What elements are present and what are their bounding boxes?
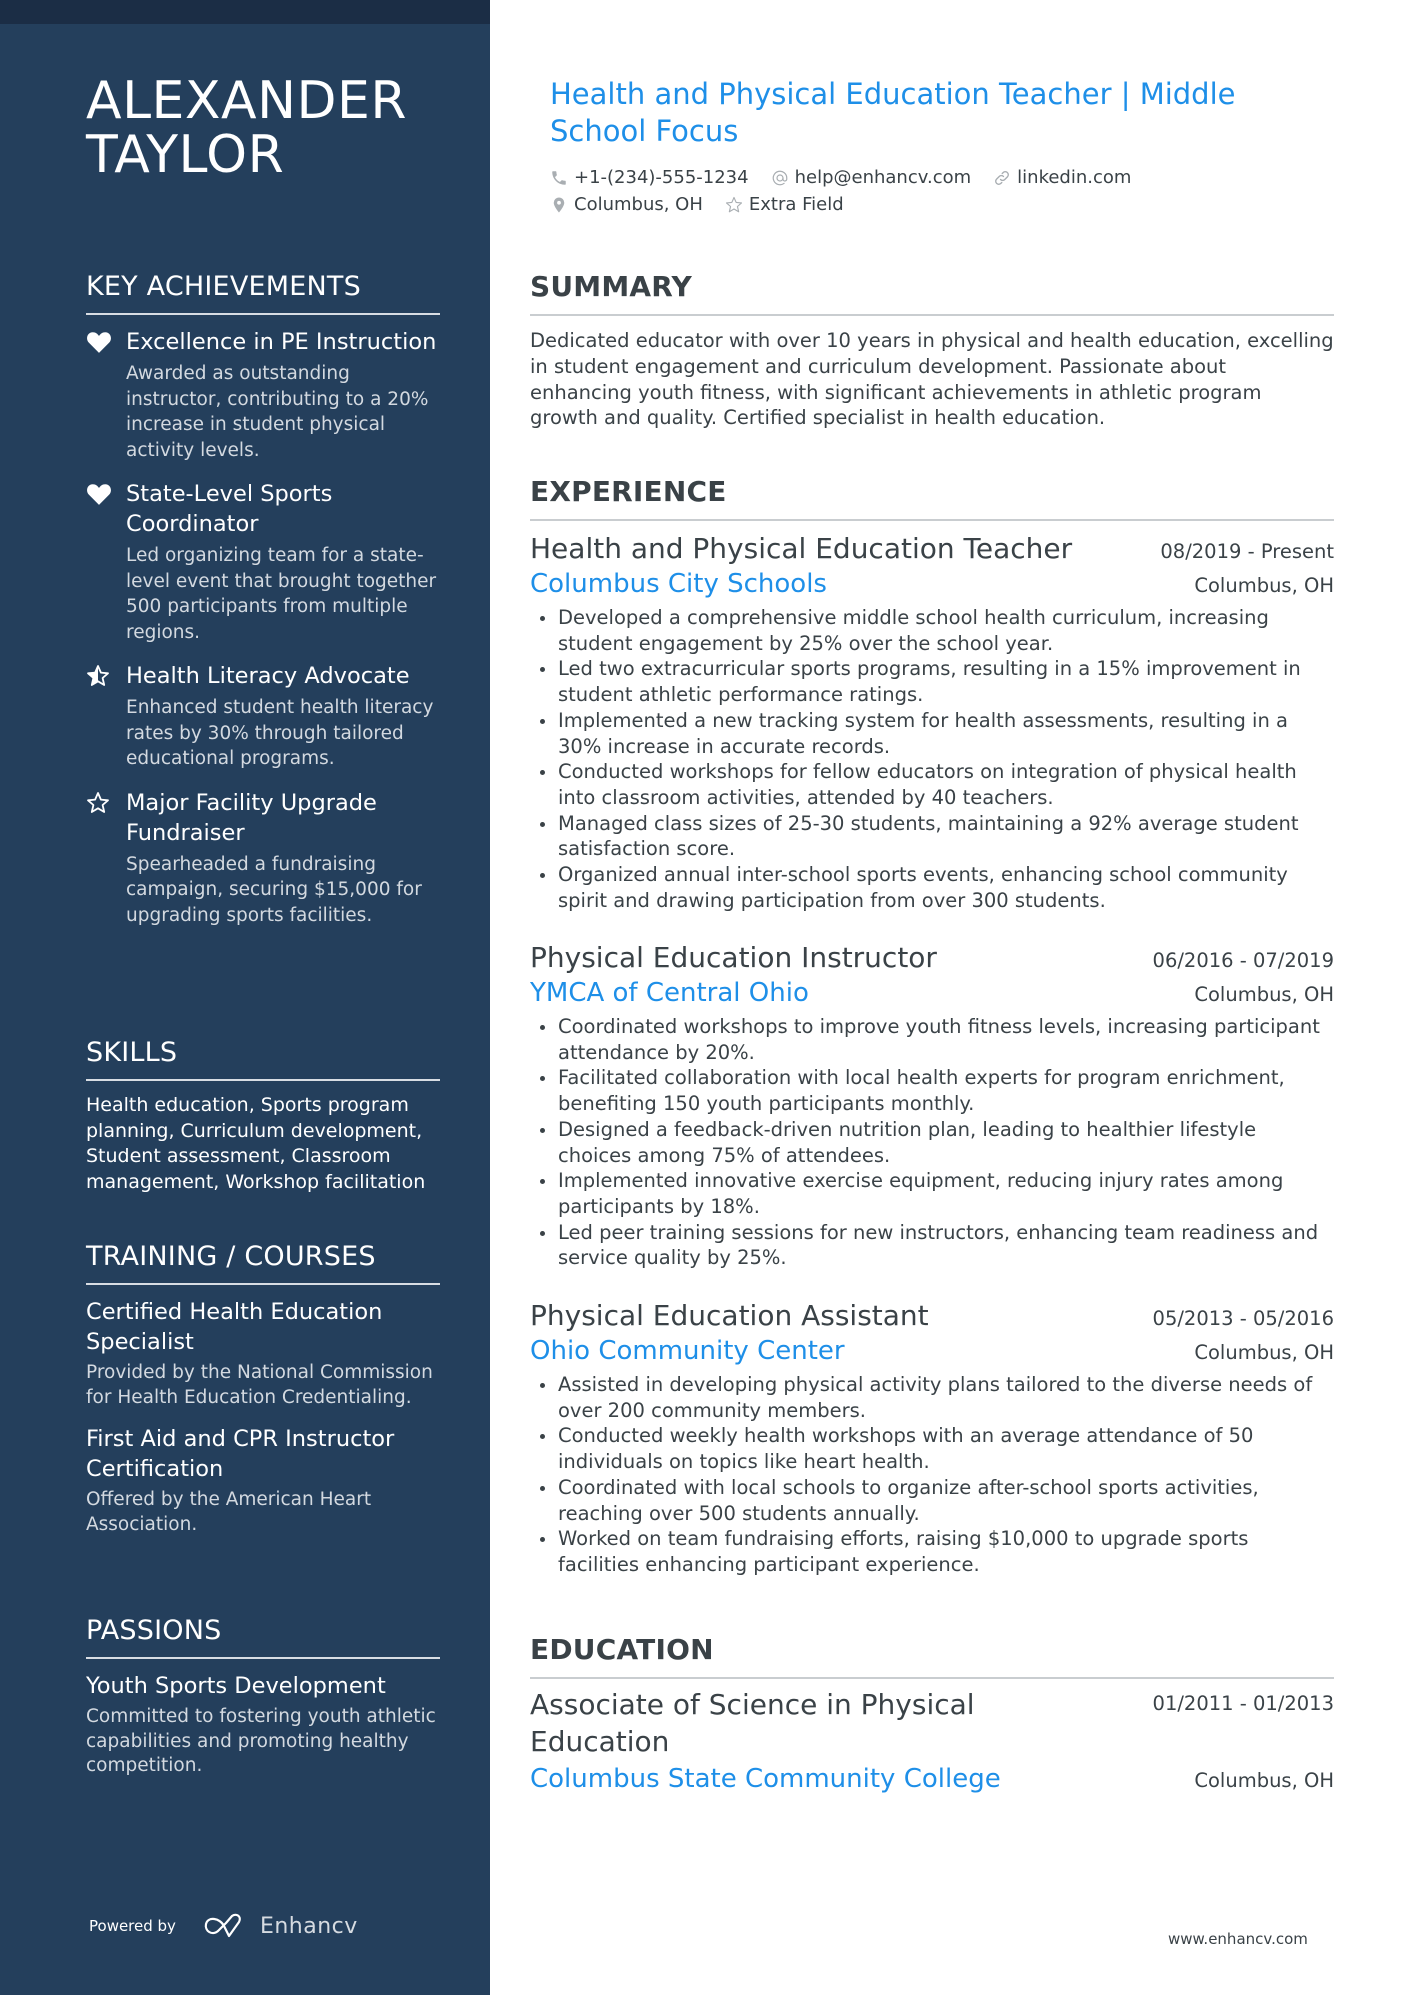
contact-location xyxy=(550,194,703,215)
job-location: Columbus, OH xyxy=(1194,574,1334,597)
experience-section xyxy=(530,475,1334,521)
bullet-item: Led peer training sessions for new instructors, enhancing team readiness and service quality by 25%. xyxy=(530,1220,1334,1271)
bullet-item: Facilitated collaboration with local health experts for program enrichment, benefiting 150 youth participants monthly. xyxy=(530,1065,1334,1116)
job-dates: 06/2016 - 07/2019 xyxy=(1152,949,1334,972)
passion-item xyxy=(86,1671,440,1779)
job-headline: Health and Physical Education Teacher | Middle School Focus xyxy=(550,77,1236,148)
enhancv-brand: Enhancv xyxy=(259,1913,358,1939)
heart-icon xyxy=(86,482,112,506)
job-bullets xyxy=(530,605,1334,913)
section-heading: KEY ACHIEVEMENTS xyxy=(86,271,361,302)
email-address: help@enhancv.com xyxy=(794,167,972,188)
divider xyxy=(86,1657,440,1659)
course-item xyxy=(86,1424,440,1537)
section-heading: SUMMARY xyxy=(530,270,693,303)
achievement-item xyxy=(86,661,440,772)
section-heading: EXPERIENCE xyxy=(530,475,727,508)
achievement-title: State-Level Sports Coordinator xyxy=(126,481,333,537)
section-heading: PASSIONS xyxy=(86,1615,222,1646)
course-description: Offered by the American Heart Association. xyxy=(86,1489,372,1535)
bullet-item: Conducted workshops for fellow educators on integration of physical health into classroom activities, attended by 40 teachers. xyxy=(530,759,1334,810)
achievement-description: Enhanced student health literacy rates by 30% through tailored educational programs. xyxy=(126,697,434,769)
powered-by-label: Powered by xyxy=(89,1917,176,1935)
section-heading: TRAINING / COURSES xyxy=(86,1241,376,1272)
bullet-item: Implemented a new tracking system for health assessments, resulting in a 30% increase in accurate records. xyxy=(530,708,1334,759)
job-title: Health and Physical Education Teacher xyxy=(530,532,1073,565)
contact-info xyxy=(550,164,1330,218)
job-bullets xyxy=(530,1014,1334,1271)
bullet-item: Designed a feedback-driven nutrition plan, leading to healthier lifestyle choices among 75% of attendees. xyxy=(530,1117,1334,1168)
job-location: Columbus, OH xyxy=(1194,983,1334,1006)
bullet-item: Organized annual inter-school sports events, enhancing school community spirit and drawing participation from over 300 students. xyxy=(530,862,1334,913)
achievement-title: Major Facility Upgrade Fundraiser xyxy=(126,789,377,846)
bullet-item: Conducted weekly health workshops with an average attendance of 50 individuals on topics like heart health. xyxy=(530,1423,1334,1474)
job-title: Physical Education Instructor xyxy=(530,941,937,974)
heart-icon xyxy=(86,330,112,354)
section-heading: SKILLS xyxy=(86,1037,178,1068)
bullet-item: Managed class sizes of 25-30 students, maintaining a 92% average student satisfaction score. xyxy=(530,811,1334,862)
experience-entry xyxy=(530,1298,1334,1578)
divider xyxy=(86,1283,440,1285)
at-icon xyxy=(771,169,789,187)
school-location: Columbus, OH xyxy=(1194,1769,1334,1792)
section-heading: EDUCATION xyxy=(530,1633,714,1666)
key-achievements-section xyxy=(86,270,440,944)
passions-section xyxy=(86,1614,440,1793)
sidebar-top-strip xyxy=(0,0,490,24)
achievement-description: Led organizing team for a state-level event that brought together 500 participants from multiple regions. xyxy=(126,545,437,643)
passion-title: Youth Sports Development xyxy=(86,1673,386,1699)
phone-number: +1-(234)-555-1234 xyxy=(574,167,749,188)
company-name[interactable]: Ohio Community Center xyxy=(530,1336,845,1366)
summary-text: Dedicated educator with over 10 years in physical and health education, excelling in student engagement and curriculum development. Passionate about enhancing youth fitness, with significant achievements in athletic program growth and quality. Certified specialist in health education. xyxy=(530,329,1334,430)
job-title: Physical Education Assistant xyxy=(530,1299,929,1332)
contact-email[interactable] xyxy=(771,167,972,188)
job-bullets xyxy=(530,1372,1334,1578)
course-title: Certified Health Education Specialist xyxy=(86,1299,383,1355)
company-name[interactable]: Columbus City Schools xyxy=(530,569,827,599)
divider xyxy=(86,1079,440,1081)
job-dates: 08/2019 - Present xyxy=(1160,540,1334,563)
bullet-item: Developed a comprehensive middle school health curriculum, increasing student engagement by 25% over the school year. xyxy=(530,605,1334,656)
contact-extra xyxy=(725,194,844,215)
bullet-item: Implemented innovative exercise equipment, reducing injury rates among participants by 18%. xyxy=(530,1168,1334,1219)
link-icon xyxy=(993,169,1011,187)
education-section xyxy=(530,1633,1334,1679)
powered-by-badge[interactable] xyxy=(89,1906,358,1946)
contact-row xyxy=(550,191,1330,218)
contact-row xyxy=(550,164,1330,191)
course-description: Provided by the National Commission for Health Education Credentialing. xyxy=(86,1362,433,1408)
achievement-item xyxy=(86,788,440,929)
contact-link[interactable] xyxy=(993,167,1131,188)
summary-section xyxy=(530,270,1334,431)
skills-section xyxy=(86,1036,440,1195)
location-pin-icon xyxy=(550,196,568,214)
bullet-item: Assisted in developing physical activity plans tailored to the diverse needs of over 200 community members. xyxy=(530,1372,1334,1423)
divider xyxy=(530,519,1334,521)
footer-url[interactable]: www.enhancv.com xyxy=(1168,1930,1308,1948)
achievement-item xyxy=(86,327,440,463)
achievement-item xyxy=(86,479,440,645)
location-text: Columbus, OH xyxy=(574,194,703,215)
enhancv-logo-icon xyxy=(202,1913,250,1939)
phone-icon xyxy=(550,169,568,187)
education-dates: 01/2011 - 01/2013 xyxy=(1152,1692,1334,1715)
contact-phone[interactable] xyxy=(550,167,749,188)
bullet-item: Coordinated workshops to improve youth fitness levels, increasing participant attendance by 20%. xyxy=(530,1014,1334,1065)
degree-title: Associate of Science in Physical Education xyxy=(530,1688,975,1758)
sidebar xyxy=(0,0,490,1995)
training-section xyxy=(86,1240,440,1551)
bullet-item: Coordinated with local schools to organize after-school sports activities, reaching over 500 students annually. xyxy=(530,1475,1334,1526)
link-text: linkedin.com xyxy=(1017,167,1132,188)
candidate-name: ALEXANDER TAYLOR xyxy=(86,71,408,185)
divider xyxy=(86,313,440,315)
skills-list: Health education, Sports program planning, Curriculum development, Student assessment, Classroom management, Workshop facilitation xyxy=(86,1094,426,1193)
half-star-icon xyxy=(86,664,112,688)
achievement-title: Health Literacy Advocate xyxy=(126,663,410,689)
company-name[interactable]: YMCA of Central Ohio xyxy=(530,978,809,1008)
bullet-item: Worked on team fundraising efforts, raising $10,000 to upgrade sports facilities enhancing participant experience. xyxy=(530,1526,1334,1577)
course-item xyxy=(86,1297,440,1410)
job-dates: 05/2013 - 05/2016 xyxy=(1152,1307,1334,1330)
divider xyxy=(530,314,1334,316)
experience-entry xyxy=(530,940,1334,1271)
education-entry xyxy=(530,1686,1334,1796)
achievement-title: Excellence in PE Instruction xyxy=(126,329,437,355)
star-outline-icon xyxy=(86,791,112,815)
extra-field-text: Extra Field xyxy=(748,194,844,215)
course-title: First Aid and CPR Instructor Certification xyxy=(86,1426,395,1482)
passion-description: Committed to fostering youth athletic capabilities and promoting healthy competition. xyxy=(86,1706,436,1776)
bullet-item: Led two extracurricular sports programs, resulting in a 15% improvement in student athletic performance ratings. xyxy=(530,656,1334,707)
school-name[interactable]: Columbus State Community College xyxy=(530,1764,1001,1794)
star-outline-icon xyxy=(725,196,743,214)
experience-entry xyxy=(530,531,1334,913)
job-location: Columbus, OH xyxy=(1194,1341,1334,1364)
achievement-description: Awarded as outstanding instructor, contributing to a 20% increase in student physical activity levels. xyxy=(126,363,429,461)
divider xyxy=(530,1677,1334,1679)
achievement-description: Spearheaded a fundraising campaign, securing $15,000 for upgrading sports facilities. xyxy=(126,853,422,926)
